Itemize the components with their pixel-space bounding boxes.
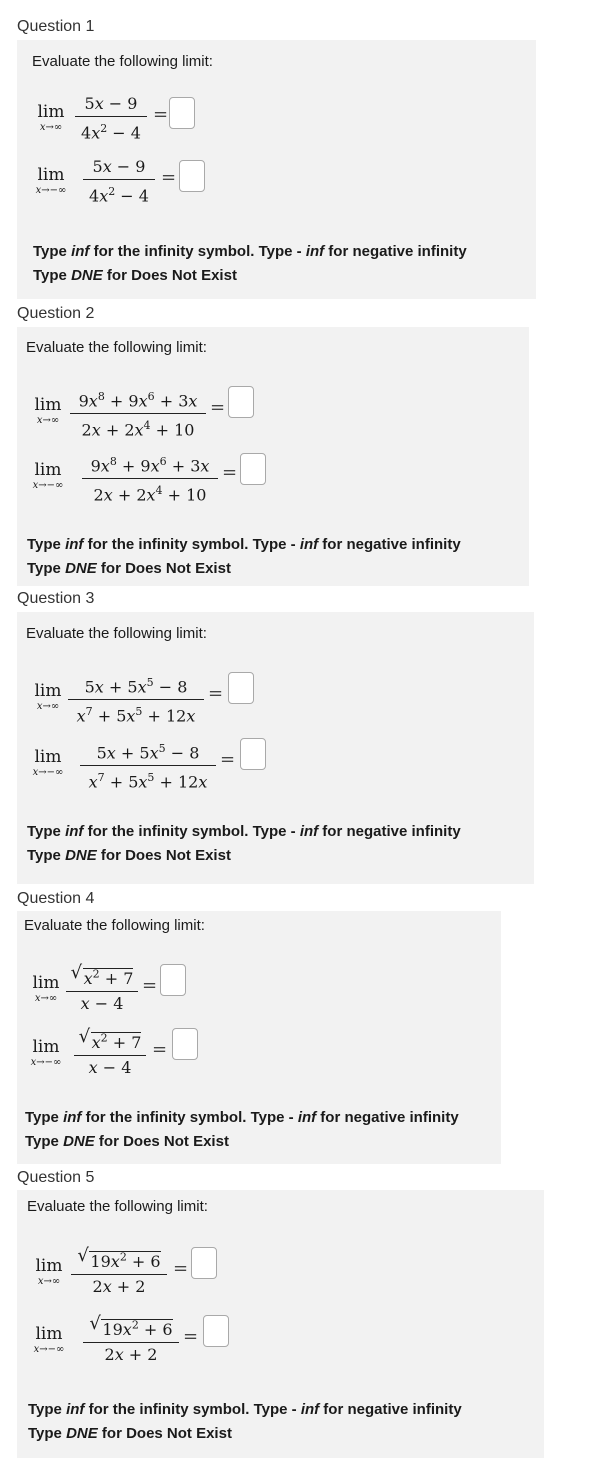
denominator: 2x + 2 <box>83 1342 179 1367</box>
hint-line-dne: Type DNE for Does Not Exist <box>27 560 231 577</box>
hint-text <box>28 1398 462 1446</box>
question-title: Question 5 <box>17 1169 95 1186</box>
lim-operator: lim <box>34 395 62 415</box>
answer-input[interactable] <box>169 97 195 129</box>
numerator: $5x + 5x^5 - 8$ <box>96 742 200 763</box>
fraction <box>71 1246 167 1299</box>
question-title: Question 1 <box>17 18 95 35</box>
equals-sign: = <box>161 167 177 188</box>
fraction <box>68 671 204 729</box>
hint-line-dne: Type DNE for Does Not Exist <box>33 267 237 284</box>
numerator: $9x^8 + 9x^6 + 3x$ <box>90 455 210 476</box>
answer-input[interactable] <box>172 1028 198 1060</box>
equals-sign: = <box>173 1258 189 1279</box>
question-panel <box>17 911 501 1164</box>
question-panel <box>17 612 534 884</box>
fraction <box>82 450 218 508</box>
lim-subscript: x→−∞ <box>30 1057 62 1068</box>
denominator: $2x + 2x^4 + 10$ <box>70 413 206 442</box>
lim-operator: lim <box>32 1037 60 1057</box>
numerator: √ $19x^2 + 6$ <box>77 1245 161 1272</box>
hint-text <box>25 1106 459 1154</box>
denominator: x − 4 <box>66 991 138 1016</box>
hint-line-infinity: Type inf for the infinity symbol. Type - inf for negative infinity <box>28 1401 462 1418</box>
hint-line-dne: Type DNE for Does Not Exist <box>25 1133 229 1150</box>
answer-input[interactable] <box>228 386 254 418</box>
lim-operator: lim <box>34 747 62 767</box>
numerator: √ $x^2 + 7$ <box>78 1026 142 1053</box>
answer-input[interactable] <box>240 453 266 485</box>
denominator: 2x + 2 <box>71 1274 167 1299</box>
equals-sign: = <box>152 1039 168 1060</box>
fraction <box>74 1027 146 1080</box>
denominator: $2x + 2x^4 + 10$ <box>82 478 218 507</box>
lim-subscript: x→∞ <box>37 1276 61 1287</box>
numerator: $9x^8 + 9x^6 + 3x$ <box>78 390 198 411</box>
fraction <box>80 737 216 795</box>
equals-sign: = <box>142 975 158 996</box>
lim-subscript: x→∞ <box>39 122 63 133</box>
question-prompt: Evaluate the following limit: <box>24 917 205 934</box>
question-title: Question 3 <box>17 590 95 607</box>
question-title: Question 2 <box>17 305 95 322</box>
question-panel <box>17 327 529 586</box>
answer-input[interactable] <box>228 672 254 704</box>
lim-operator: lim <box>32 973 60 993</box>
answer-input[interactable] <box>160 964 186 996</box>
fraction <box>70 385 206 443</box>
answer-input[interactable] <box>203 1315 229 1347</box>
lim-subscript: x→∞ <box>36 415 60 426</box>
denominator: $x^7 + 5x^5 + 12x$ <box>68 699 204 728</box>
equals-sign: = <box>208 683 224 704</box>
fraction <box>83 1314 179 1367</box>
lim-operator: lim <box>37 102 65 122</box>
fraction <box>75 92 147 145</box>
numerator: $5x + 5x^5 - 8$ <box>84 676 188 697</box>
question-prompt: Evaluate the following limit: <box>27 1198 208 1215</box>
question-prompt: Evaluate the following limit: <box>26 339 207 356</box>
lim-subscript: x→−∞ <box>35 185 67 196</box>
equals-sign: = <box>183 1326 199 1347</box>
answer-input[interactable] <box>179 160 205 192</box>
lim-subscript: x→−∞ <box>32 767 64 778</box>
lim-subscript: x→∞ <box>36 701 60 712</box>
lim-subscript: x→∞ <box>34 993 58 1004</box>
hint-text <box>27 533 461 581</box>
fraction <box>83 155 155 208</box>
equals-sign: = <box>210 397 226 418</box>
question-prompt: Evaluate the following limit: <box>26 625 207 642</box>
denominator: $x^7 + 5x^5 + 12x$ <box>80 765 216 794</box>
question-panel <box>17 40 536 299</box>
numerator: 5x − 9 <box>84 94 138 113</box>
fraction <box>66 963 138 1016</box>
hint-line-infinity: Type inf for the infinity symbol. Type - inf for negative infinity <box>25 1109 459 1126</box>
hint-line-infinity: Type inf for the infinity symbol. Type - inf for negative infinity <box>27 823 461 840</box>
lim-operator: lim <box>35 1256 63 1276</box>
hint-text <box>33 240 467 288</box>
denominator: $4x^2 - 4$ <box>75 116 147 145</box>
equals-sign: = <box>222 462 238 483</box>
question-prompt: Evaluate the following limit: <box>32 53 213 70</box>
equals-sign: = <box>153 104 169 125</box>
numerator: 5x − 9 <box>92 157 146 176</box>
question-panel <box>17 1190 544 1458</box>
hint-text <box>27 820 461 868</box>
numerator: √ $x^2 + 7$ <box>70 962 134 989</box>
lim-operator: lim <box>34 460 62 480</box>
hint-line-infinity: Type inf for the infinity symbol. Type - inf for negative infinity <box>33 243 467 260</box>
answer-input[interactable] <box>191 1247 217 1279</box>
question-title: Question 4 <box>17 890 95 907</box>
answer-input[interactable] <box>240 738 266 770</box>
denominator: $4x^2 - 4$ <box>83 179 155 208</box>
hint-line-dne: Type DNE for Does Not Exist <box>28 1425 232 1442</box>
lim-subscript: x→−∞ <box>32 480 64 491</box>
lim-operator: lim <box>37 165 65 185</box>
hint-line-dne: Type DNE for Does Not Exist <box>27 847 231 864</box>
lim-operator: lim <box>35 1324 63 1344</box>
hint-line-infinity: Type inf for the infinity symbol. Type - inf for negative infinity <box>27 536 461 553</box>
denominator: x − 4 <box>74 1055 146 1080</box>
equals-sign: = <box>220 749 236 770</box>
lim-operator: lim <box>34 681 62 701</box>
numerator: √ $19x^2 + 6$ <box>89 1313 173 1340</box>
lim-subscript: x→−∞ <box>33 1344 65 1355</box>
